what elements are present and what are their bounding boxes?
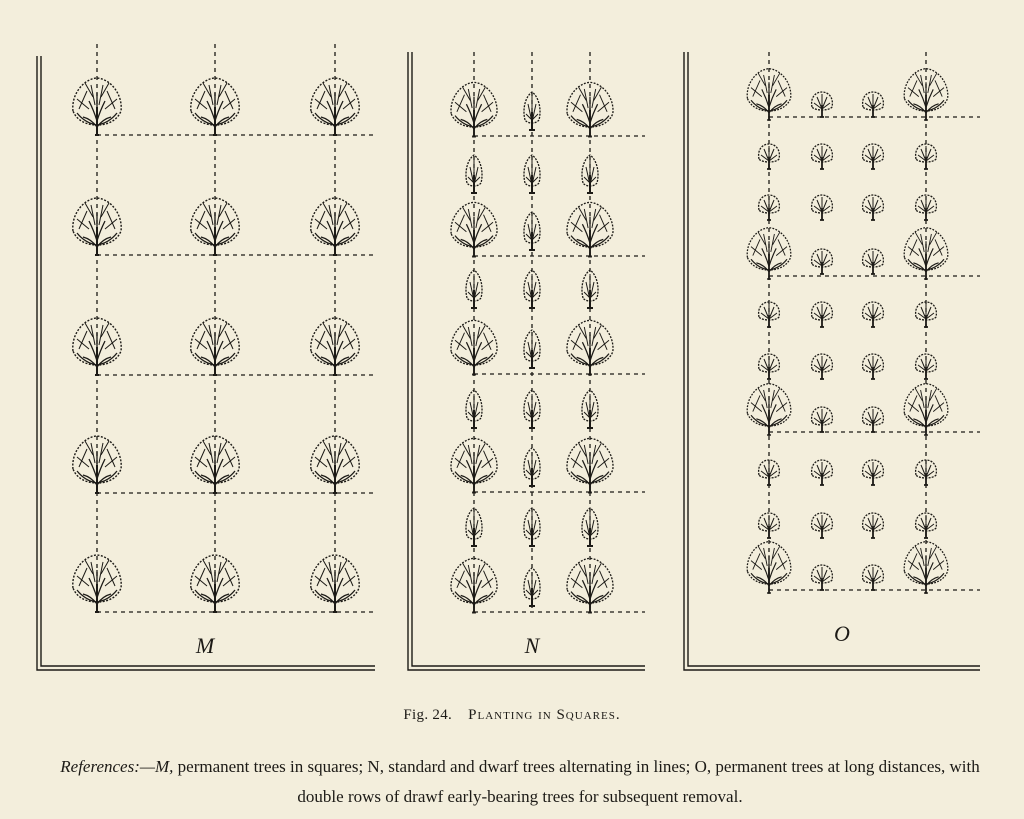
- dwarf-tree: [466, 270, 482, 308]
- panel-label-n: N: [524, 633, 540, 658]
- dwarf-tree: [582, 270, 598, 308]
- early-bearing-tree: [863, 302, 884, 327]
- standard-tree: [451, 202, 497, 256]
- standard-tree: [451, 320, 497, 374]
- figure-title: Planting in Squares.: [468, 707, 621, 723]
- early-bearing-tree: [812, 249, 833, 274]
- early-bearing-tree: [863, 513, 884, 538]
- permanent-tree: [191, 555, 239, 612]
- dwarf-tree: [466, 390, 482, 428]
- early-bearing-tree: [863, 354, 884, 379]
- early-bearing-tree: [759, 195, 780, 220]
- early-bearing-tree: [863, 195, 884, 220]
- panel-m: [73, 44, 375, 612]
- standard-tree: [567, 202, 613, 256]
- dwarf-tree: [524, 155, 540, 193]
- permanent-tree: [747, 228, 791, 279]
- figure-number: Fig. 24.: [403, 707, 453, 723]
- early-bearing-tree: [863, 460, 884, 485]
- dwarf-tree: [582, 508, 598, 546]
- early-bearing-tree: [812, 92, 833, 117]
- dwarf-tree: [524, 212, 540, 250]
- dwarf-tree: [524, 92, 540, 130]
- early-bearing-tree: [916, 195, 937, 220]
- early-bearing-tree: [916, 354, 937, 379]
- permanent-tree: [311, 555, 359, 612]
- dwarf-tree: [466, 508, 482, 546]
- early-bearing-tree: [812, 144, 833, 169]
- dwarf-tree: [524, 508, 540, 546]
- panel-frames: [37, 52, 980, 670]
- references-lead: References:—M,: [60, 757, 174, 776]
- dwarf-tree: [466, 155, 482, 193]
- early-bearing-tree: [863, 92, 884, 117]
- dwarf-tree: [524, 270, 540, 308]
- early-bearing-tree: [863, 144, 884, 169]
- dwarf-tree: [524, 390, 540, 428]
- panel-n: [451, 52, 645, 613]
- early-bearing-tree: [759, 144, 780, 169]
- early-bearing-tree: [863, 407, 884, 432]
- early-bearing-tree: [759, 460, 780, 485]
- early-bearing-tree: [863, 565, 884, 590]
- panel-label-m: M: [195, 633, 215, 658]
- permanent-tree: [73, 555, 121, 612]
- early-bearing-tree: [812, 195, 833, 220]
- early-bearing-tree: [812, 513, 833, 538]
- dwarf-tree: [582, 390, 598, 428]
- early-bearing-tree: [812, 302, 833, 327]
- references-text: [60, 752, 980, 812]
- dwarf-tree: [582, 155, 598, 193]
- dwarf-tree: [524, 568, 540, 606]
- early-bearing-tree: [916, 513, 937, 538]
- dwarf-tree: [524, 448, 540, 486]
- dwarf-tree: [524, 330, 540, 368]
- standard-tree: [567, 320, 613, 374]
- standard-tree: [567, 82, 613, 136]
- early-bearing-tree: [812, 565, 833, 590]
- panel-label-o: O: [834, 621, 850, 646]
- references-body: permanent trees in squares; N, standard and dwarf trees alternating in lines; O, permanent trees at long distances, with double rows of drawf early-bearing trees for subsequent removal.: [177, 757, 980, 806]
- early-bearing-tree: [812, 407, 833, 432]
- panel-o: [747, 52, 980, 593]
- early-bearing-tree: [759, 302, 780, 327]
- permanent-tree: [904, 228, 948, 279]
- early-bearing-tree: [863, 249, 884, 274]
- early-bearing-tree: [916, 144, 937, 169]
- early-bearing-tree: [812, 354, 833, 379]
- early-bearing-tree: [916, 460, 937, 485]
- standard-tree: [451, 82, 497, 136]
- figure-caption: [0, 707, 1024, 724]
- early-bearing-tree: [916, 302, 937, 327]
- early-bearing-tree: [759, 354, 780, 379]
- early-bearing-tree: [812, 460, 833, 485]
- early-bearing-tree: [759, 513, 780, 538]
